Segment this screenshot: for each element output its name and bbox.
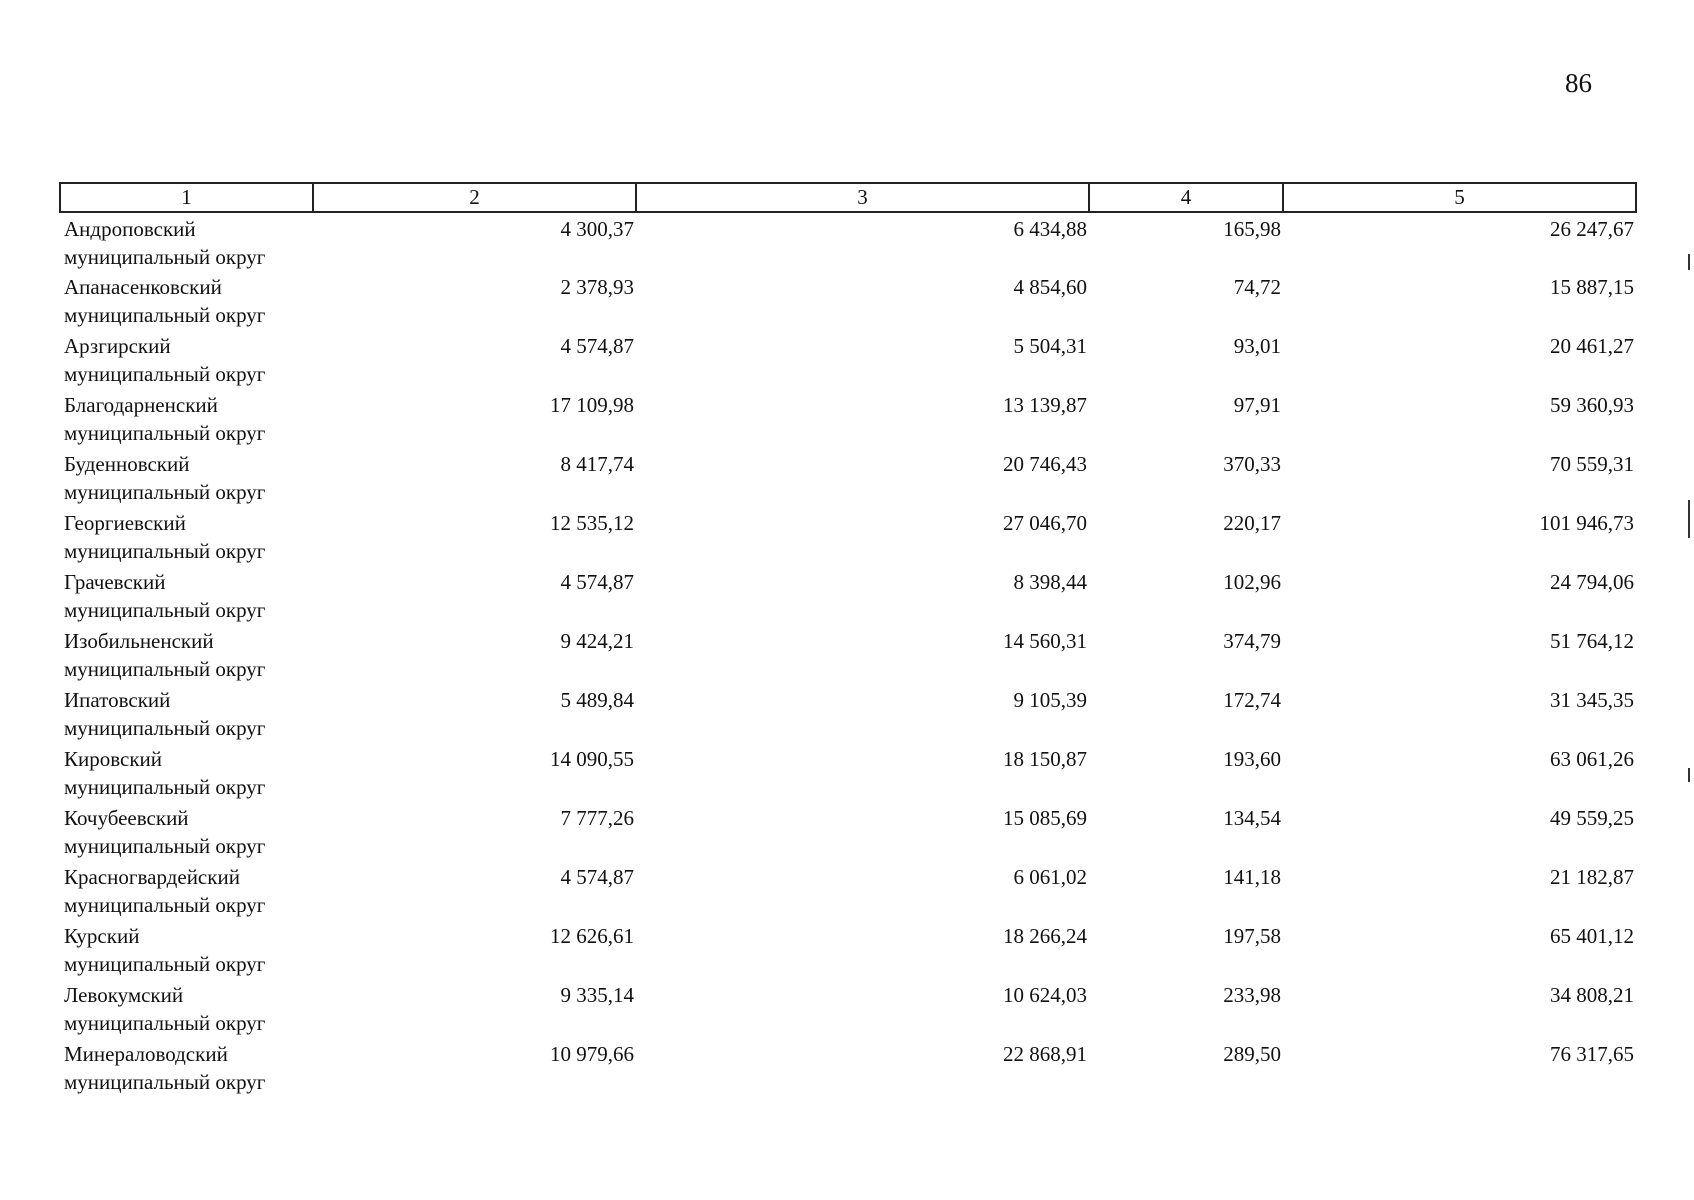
- table-row: [60, 389, 1636, 448]
- scan-margin-mark: [1688, 768, 1690, 782]
- value-cell-col3: 5 504,31: [1013, 334, 1087, 358]
- municipality-name: Кочубеевский: [64, 806, 189, 830]
- value-cell-col5: 34 808,21: [1550, 983, 1634, 1007]
- value-cell-col2: 9 424,21: [560, 629, 634, 653]
- municipality-cell: [60, 920, 313, 979]
- value-cell-col4: 93,01: [1233, 334, 1281, 358]
- value-cell-col5: 20 461,27: [1550, 334, 1634, 358]
- table-row: [60, 1038, 1636, 1097]
- municipality-type: муниципальный округ: [64, 1070, 266, 1094]
- value-cell-col3: 6 061,02: [1013, 865, 1087, 889]
- municipality-name: Арзгирский: [64, 334, 171, 358]
- table-row: [60, 979, 1636, 1038]
- municipality-name: Курский: [64, 924, 140, 948]
- value-cell-col5: 51 764,12: [1550, 629, 1634, 653]
- value-cell-col4: 370,33: [1223, 452, 1281, 476]
- municipality-type: муниципальный округ: [64, 598, 266, 622]
- value-cell-col5: 59 360,93: [1550, 393, 1634, 417]
- value-cell-col3: 13 139,87: [1003, 393, 1087, 417]
- municipality-name: Георгиевский: [64, 511, 186, 535]
- value-cell-col3: 18 150,87: [1003, 747, 1087, 771]
- scan-margin-mark: [1688, 514, 1690, 538]
- value-cell-col2: 5 489,84: [560, 688, 634, 712]
- municipality-type: муниципальный округ: [64, 657, 266, 681]
- municipality-name: Апанасенковский: [64, 275, 222, 299]
- value-cell-col2: 4 574,87: [560, 334, 634, 358]
- value-cell-col3: 27 046,70: [1003, 511, 1087, 535]
- table-row: [60, 271, 1636, 330]
- value-cell-col2: 4 574,87: [560, 570, 634, 594]
- column-header-5: 5: [1283, 183, 1636, 212]
- value-cell-col4: 289,50: [1223, 1042, 1281, 1066]
- value-cell-col2: 17 109,98: [550, 393, 634, 417]
- value-cell-col2: 7 777,26: [560, 806, 634, 830]
- value-cell-col4: 141,18: [1223, 865, 1281, 889]
- municipality-name: Грачевский: [64, 570, 166, 594]
- municipality-cell: [60, 979, 313, 1038]
- municipality-name: Кировский: [64, 747, 163, 771]
- municipality-cell: [60, 389, 313, 448]
- table-header: [60, 183, 1636, 212]
- municipality-cell: [60, 625, 313, 684]
- value-cell-col5: 49 559,25: [1550, 806, 1634, 830]
- value-cell-col4: 165,98: [1223, 217, 1281, 241]
- municipality-cell: [60, 448, 313, 507]
- table-row: [60, 861, 1636, 920]
- value-cell-col4: 172,74: [1223, 688, 1281, 712]
- table-row: [60, 743, 1636, 802]
- municipality-type: муниципальный округ: [64, 716, 266, 740]
- value-cell-col4: 197,58: [1223, 924, 1281, 948]
- value-cell-col2: 8 417,74: [560, 452, 634, 476]
- municipality-type: муниципальный округ: [64, 893, 266, 917]
- page-number: 86: [1565, 68, 1592, 98]
- municipality-type: муниципальный округ: [64, 362, 266, 386]
- value-cell-col5: 65 401,12: [1550, 924, 1634, 948]
- value-cell-col5: 76 317,65: [1550, 1042, 1634, 1066]
- municipality-cell: [60, 1038, 313, 1097]
- value-cell-col5: 70 559,31: [1550, 452, 1634, 476]
- municipality-name: Буденновский: [64, 452, 190, 476]
- table-row: [60, 625, 1636, 684]
- value-cell-col3: 20 746,43: [1003, 452, 1087, 476]
- municipality-type: муниципальный округ: [64, 245, 266, 269]
- value-cell-col4: 74,72: [1233, 275, 1281, 299]
- value-cell-col5: 24 794,06: [1550, 570, 1634, 594]
- municipality-cell: [60, 861, 313, 920]
- value-cell-col4: 134,54: [1223, 806, 1281, 830]
- value-cell-col4: 97,91: [1233, 393, 1281, 417]
- value-cell-col3: 9 105,39: [1013, 688, 1087, 712]
- value-cell-col2: 2 378,93: [560, 275, 634, 299]
- value-cell-col4: 193,60: [1223, 747, 1281, 771]
- municipality-type: муниципальный округ: [64, 480, 266, 504]
- scan-margin-mark: [1688, 500, 1690, 514]
- column-header-1: 1: [60, 183, 313, 212]
- municipality-cell: [60, 507, 313, 566]
- column-header-2: 2: [313, 183, 636, 212]
- value-cell-col3: 18 266,24: [1003, 924, 1087, 948]
- value-cell-col2: 12 626,61: [550, 924, 634, 948]
- value-cell-col4: 374,79: [1223, 629, 1281, 653]
- municipality-name: Левокумский: [64, 983, 184, 1007]
- value-cell-col2: 10 979,66: [550, 1042, 634, 1066]
- value-cell-col4: 220,17: [1223, 511, 1281, 535]
- value-cell-col3: 15 085,69: [1003, 806, 1087, 830]
- municipality-name: Минераловодский: [64, 1042, 228, 1066]
- value-cell-col2: 9 335,14: [560, 983, 634, 1007]
- municipality-type: муниципальный округ: [64, 539, 266, 563]
- value-cell-col2: 4 300,37: [560, 217, 634, 241]
- value-cell-col5: 31 345,35: [1550, 688, 1634, 712]
- table-row: [60, 566, 1636, 625]
- table-row: [60, 684, 1636, 743]
- value-cell-col3: 22 868,91: [1003, 1042, 1087, 1066]
- value-cell-col2: 12 535,12: [550, 511, 634, 535]
- municipality-cell: [60, 212, 313, 271]
- municipality-cell: [60, 802, 313, 861]
- value-cell-col2: 4 574,87: [560, 865, 634, 889]
- table-row: [60, 212, 1636, 271]
- municipality-cell: [60, 271, 313, 330]
- table-row: [60, 920, 1636, 979]
- municipality-cell: [60, 330, 313, 389]
- municipality-name: Изобильненский: [64, 629, 214, 653]
- value-cell-col3: 14 560,31: [1003, 629, 1087, 653]
- municipality-name: Ипатовский: [64, 688, 171, 712]
- column-header-3: 3: [636, 183, 1089, 212]
- municipality-type: муниципальный округ: [64, 1011, 266, 1035]
- municipality-type: муниципальный округ: [64, 952, 266, 976]
- table-row: [60, 330, 1636, 389]
- municipality-cell: [60, 566, 313, 625]
- value-cell-col5: 21 182,87: [1550, 865, 1634, 889]
- municipality-name: Красногвардейский: [64, 865, 240, 889]
- table-body: [60, 212, 1636, 1097]
- municipality-name: Андроповский: [64, 217, 196, 241]
- column-header-4: 4: [1089, 183, 1283, 212]
- value-cell-col5: 101 946,73: [1539, 511, 1634, 535]
- table-row: [60, 802, 1636, 861]
- value-cell-col5: 63 061,26: [1550, 747, 1634, 771]
- municipality-name: Благодарненский: [64, 393, 218, 417]
- value-cell-col2: 14 090,55: [550, 747, 634, 771]
- value-cell-col3: 10 624,03: [1003, 983, 1087, 1007]
- scan-margin-mark: [1688, 254, 1690, 270]
- municipality-type: муниципальный округ: [64, 303, 266, 327]
- value-cell-col3: 4 854,60: [1013, 275, 1087, 299]
- table-row: [60, 448, 1636, 507]
- municipality-type: муниципальный округ: [64, 421, 266, 445]
- header-row: [60, 183, 1636, 212]
- value-cell-col3: 8 398,44: [1013, 570, 1087, 594]
- data-table: [59, 182, 1637, 1097]
- municipality-cell: [60, 743, 313, 802]
- table-row: [60, 507, 1636, 566]
- value-cell-col3: 6 434,88: [1013, 217, 1087, 241]
- municipality-type: муниципальный округ: [64, 775, 266, 799]
- value-cell-col5: 26 247,67: [1550, 217, 1634, 241]
- value-cell-col4: 233,98: [1223, 983, 1281, 1007]
- municipality-type: муниципальный округ: [64, 834, 266, 858]
- value-cell-col5: 15 887,15: [1550, 275, 1634, 299]
- municipality-cell: [60, 684, 313, 743]
- value-cell-col4: 102,96: [1223, 570, 1281, 594]
